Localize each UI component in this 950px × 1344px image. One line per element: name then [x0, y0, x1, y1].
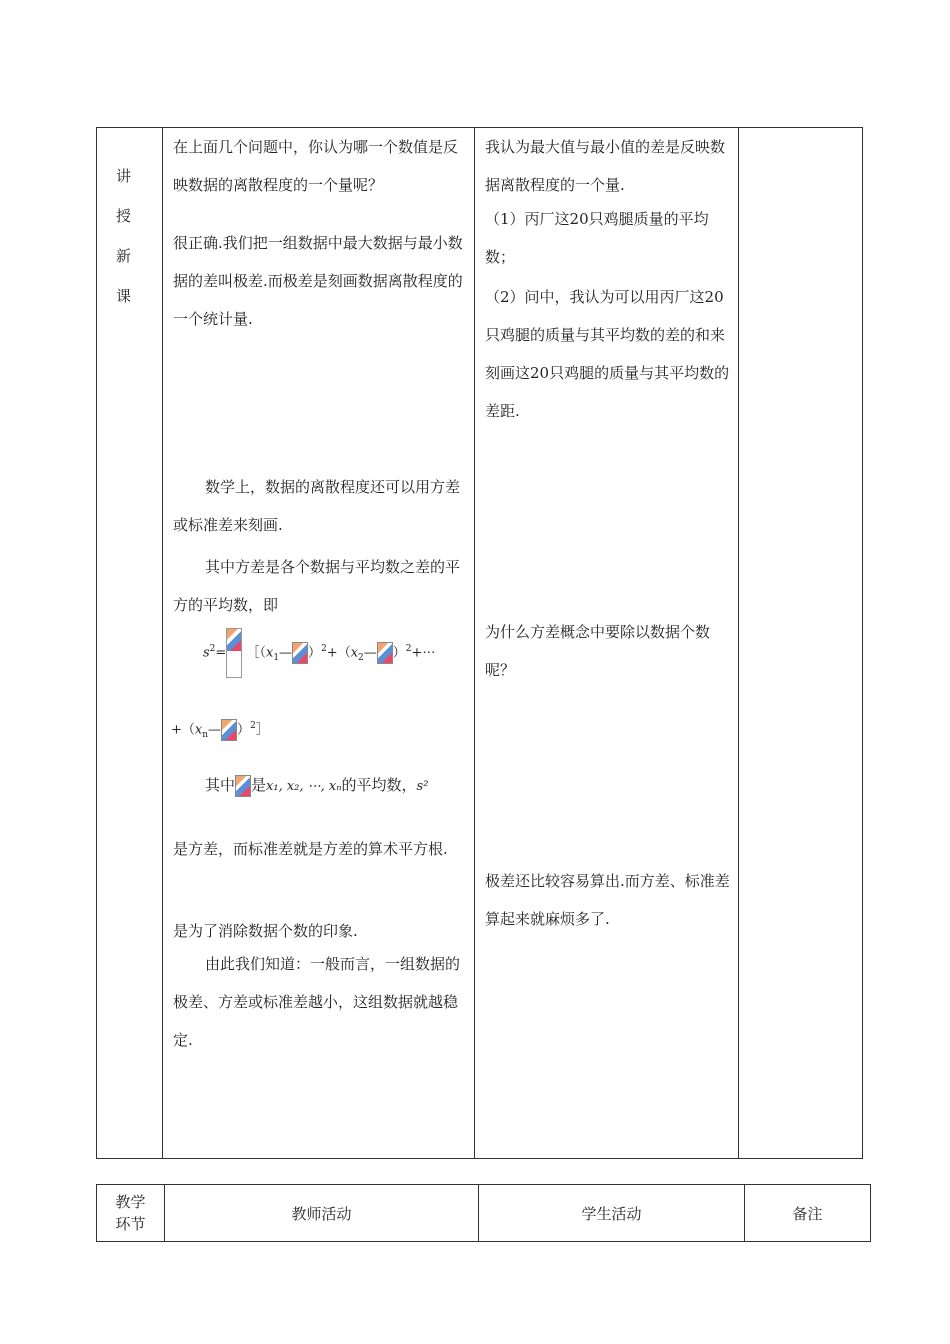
header-teacher: 教师活动	[165, 1185, 479, 1242]
teacher-para-4: 其中方差是各个数据与平均数之差的平方的平均数，即	[173, 558, 461, 614]
formula-minus-n: —	[208, 722, 222, 738]
formula-x1-sub: 1	[273, 652, 280, 663]
teacher-para-2: 很正确.我们把一组数据中最大数据与最小数据的差叫极差.而极差是刻画数据离散程度的一个统计量.	[173, 234, 463, 328]
para5-end: 的平均数，	[341, 776, 417, 794]
formula-s: s	[203, 645, 210, 661]
student-para-5: 极差还比较容易算出.而方差、标准差算起来就麻烦多了.	[485, 872, 730, 928]
formula-exp: 2	[209, 644, 216, 654]
formula-xn-sub: n	[202, 729, 209, 740]
formula-sq-2: 2	[405, 644, 412, 654]
student-para-1: 我认为最大值与最小值的差是反映数据离散程度的一个量.	[485, 138, 726, 194]
para5-s2: s²	[416, 779, 429, 794]
formula-close-2: ）	[392, 645, 406, 661]
formula-bracket-open: ［（	[246, 645, 266, 661]
teacher-para-1: 在上面几个问题中，你认为哪一个数值是反映数据的离散程度的一个量呢？	[173, 138, 459, 194]
formula-sq-1: 2	[321, 644, 327, 654]
header-table	[96, 1184, 871, 1242]
formula-sq-n: 2	[250, 721, 256, 731]
mean-image-2	[377, 642, 393, 664]
formula-close-n: ）	[237, 722, 251, 738]
section-label-line1: 讲 授	[115, 167, 143, 225]
header-stage	[97, 1185, 165, 1242]
formula-x2-sub: 2	[358, 652, 364, 663]
mean-image-1	[292, 642, 308, 664]
teacher-para-6: 是方差，而标准差就是方差的算术平方根.	[173, 840, 448, 858]
para5-vars: x₁, x₂, ⋯, xₙ	[266, 779, 342, 794]
para5-start: 其中	[205, 776, 236, 794]
formula-xn: x	[194, 722, 203, 738]
formula-dots: +⋯	[411, 645, 436, 661]
header-stage-label: 教学环节	[115, 1193, 146, 1233]
formula-plus-1: +（	[326, 645, 351, 661]
formula-plus-n: +（	[171, 722, 195, 738]
variance-formula-line2	[171, 708, 461, 753]
student-activity-cell	[475, 128, 739, 1159]
lesson-table	[96, 127, 863, 1159]
teacher-para-8: 由此我们知道：一般而言，一组数据的极差、方差或标准差越小，这组数据就越稳定.	[173, 955, 461, 1049]
section-label-line2: 新 课	[115, 247, 143, 305]
student-para-4: 为什么方差概念中要除以数据个数呢？	[485, 623, 711, 679]
mean-image-4	[235, 775, 251, 797]
section-cell	[97, 128, 163, 1159]
formula-bracket-close: ］	[255, 722, 269, 738]
formula-eq: =	[215, 645, 227, 661]
header-student: 学生活动	[479, 1185, 745, 1242]
header-remarks: 备注	[745, 1185, 871, 1242]
teacher-para-5	[163, 766, 474, 806]
formula-minus-1: —	[279, 645, 293, 661]
formula-x2: x	[350, 645, 359, 661]
student-para-2: （1）丙厂这20只鸡腿质量的平均数；	[485, 210, 709, 266]
formula-close-1: ）	[308, 645, 322, 661]
formula-minus-2: —	[363, 645, 377, 661]
teacher-activity-cell	[163, 128, 475, 1159]
section-label	[97, 128, 162, 316]
remarks-cell	[739, 128, 863, 1159]
para5-mid: 是	[251, 776, 267, 794]
student-para-3: （2）问中，我认为可以用丙厂这20只鸡腿的质量与其平均数的差的和来刻画这20只鸡腿的质量与其平均数的差距.	[485, 288, 730, 420]
mean-image-3	[221, 719, 237, 741]
fraction-image	[226, 628, 242, 678]
formula-x1: x	[265, 645, 274, 661]
variance-formula	[203, 625, 473, 682]
teacher-para-7: 是为了消除数据个数的印象.	[173, 922, 358, 940]
teacher-para-3: 数学上，数据的离散程度还可以用方差或标准差来刻画.	[173, 478, 461, 534]
